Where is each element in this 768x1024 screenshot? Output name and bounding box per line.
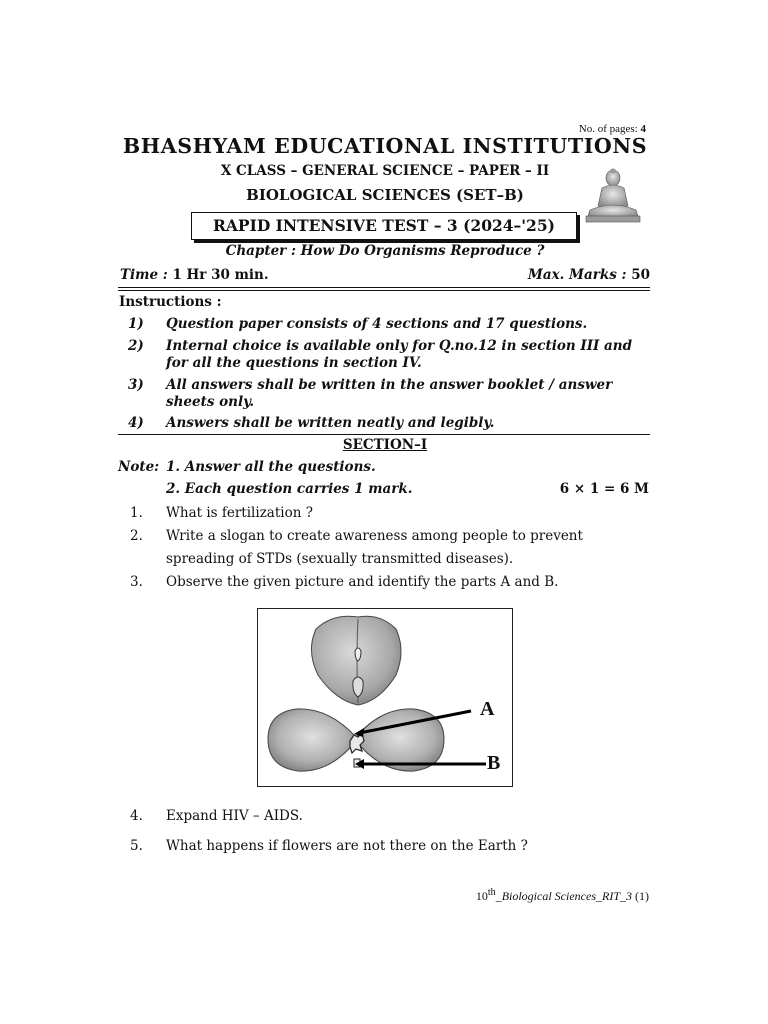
seed-figure: [257, 608, 513, 787]
time-allowed: Time : 1 Hr 30 min.: [120, 267, 269, 283]
buddha-logo-icon: [582, 166, 644, 224]
subject-line: BIOLOGICAL SCIENCES (SET–B): [246, 186, 524, 204]
note-item: 2. Each question carries 1 mark.: [166, 481, 413, 497]
question: 1. What is fertilization ?: [130, 505, 313, 521]
question: 2. Write a slogan to create awareness among people to prevent spreading of STDs (sexually transmitted diseases).: [130, 528, 583, 567]
note-item: 1. Answer all the questions.: [166, 459, 376, 475]
seed-diagram: [258, 609, 512, 786]
marks-formula: 6 × 1 = 6 M: [559, 481, 649, 497]
page-footer: 10th_Biological Sciences_RIT_3 (1): [475, 887, 649, 903]
divider: [118, 290, 650, 291]
instruction-item: 4) Answers shall be written neatly and legibly.: [128, 415, 495, 431]
institution-title: BHASHYAM EDUCATIONAL INSTITUTIONS: [122, 134, 648, 158]
note-label: Note:: [118, 459, 160, 475]
instruction-item: 2) Internal choice is available only for Q.no.12 in section III and for all the questions in section IV.: [128, 338, 633, 371]
figure-label-a: A: [480, 698, 495, 720]
instruction-item: 1) Question paper consists of 4 sections and 17 questions.: [128, 316, 588, 332]
section-title: SECTION–I: [342, 437, 428, 453]
max-marks: Max. Marks : 50: [527, 267, 650, 283]
question: 4. Expand HIV – AIDS.: [130, 808, 303, 824]
test-title-box: RAPID INTENSIVE TEST – 3 (2024–'25): [191, 212, 577, 240]
class-line: X CLASS – GENERAL SCIENCE – PAPER – II: [220, 163, 550, 179]
instructions-heading: Instructions :: [119, 294, 222, 310]
figure-label-b: B: [487, 752, 501, 774]
instruction-item: 3) All answers shall be written in the answer booklet / answer sheets only.: [128, 377, 613, 410]
question: 3. Observe the given picture and identify the parts A and B.: [130, 574, 559, 590]
divider: [118, 287, 650, 288]
divider: [118, 434, 650, 435]
page-count: No. of pages: 4: [578, 123, 646, 135]
chapter-title: Chapter : How Do Organisms Reproduce ?: [225, 243, 545, 259]
question: 5. What happens if flowers are not there on the Earth ?: [130, 838, 528, 854]
